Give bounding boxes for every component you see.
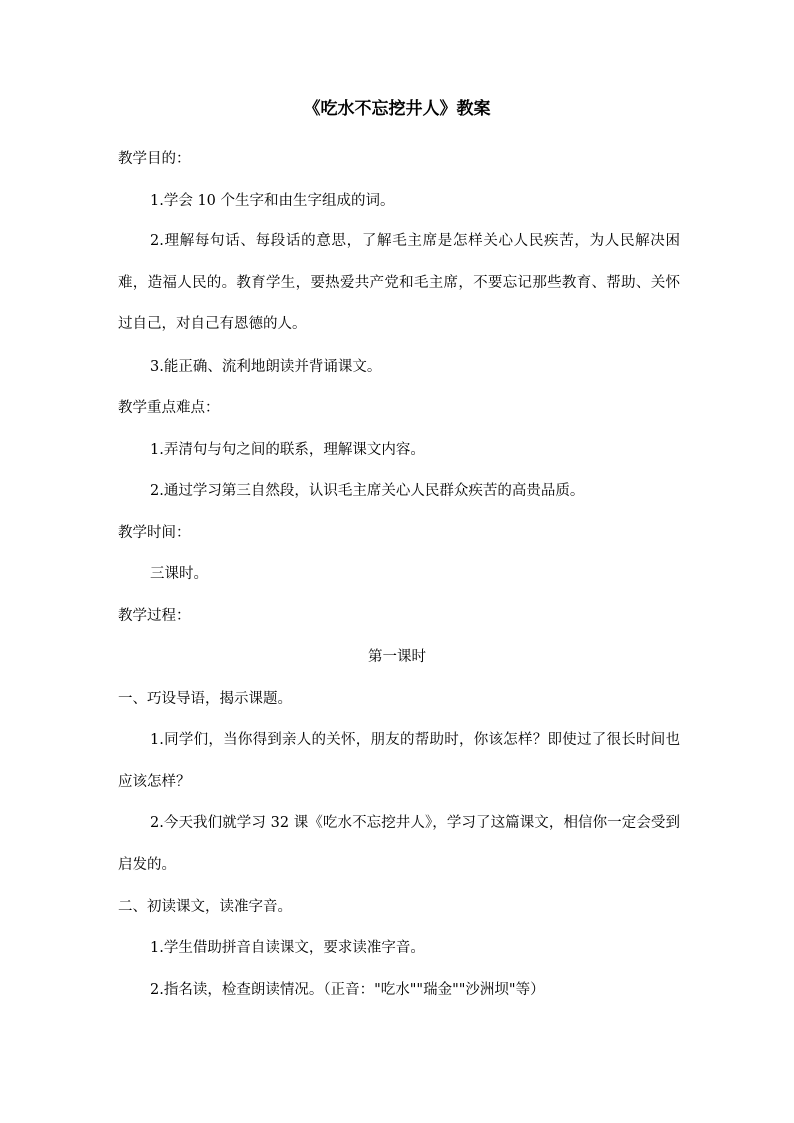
keypoints-heading: 教学重点难点： bbox=[118, 400, 220, 416]
section-2-item-2: 2.指名读，检查朗读情况。（正音："吃水""瑞金""沙洲坝"等） bbox=[150, 982, 545, 998]
time-value: 三课时。 bbox=[150, 566, 208, 582]
goals-heading: 教学目的： bbox=[118, 151, 191, 167]
section-1-item-1: 1.同学们，当你得到亲人的关怀，朋友的帮助时，你该怎样？即使过了很长时间也应该怎样？ bbox=[118, 732, 680, 790]
section-heading-2: 二、初读课文，读准字音。 bbox=[118, 899, 292, 915]
section-1-item-2: 2.今天我们就学习 32 课《吃水不忘挖井人》，学习了这篇课文，相信你一定会受到启发的。 bbox=[118, 815, 680, 873]
goal-item-1: 1.学会 10 个生字和由生字组成的词。 bbox=[150, 193, 395, 209]
goal-item-2: 2.理解每句话、每段话的意思，了解毛主席是怎样关心人民疾苦，为人民解决困难，造福人民的。教育学生，要热爱共产党和毛主席，不要忘记那些教育、帮助、关怀过自己，对自己有恩德的人。 bbox=[118, 233, 680, 332]
document-title: 《吃水不忘挖井人》教案 bbox=[303, 99, 491, 119]
keypoint-item-1: 1.弄清句与句之间的联系，理解课文内容。 bbox=[150, 442, 425, 458]
keypoint-item-2: 2.通过学习第三自然段，认识毛主席关心人民群众疾苦的高贵品质。 bbox=[150, 483, 585, 499]
section-2-item-1: 1.学生借助拼音自读课文，要求读准字音。 bbox=[150, 940, 425, 956]
goal-item-3: 3.能正确、流利地朗读并背诵课文。 bbox=[150, 359, 382, 375]
process-heading: 教学过程： bbox=[118, 608, 191, 624]
lesson-heading: 第一课时 bbox=[368, 649, 426, 665]
time-heading: 教学时间： bbox=[118, 525, 191, 541]
section-heading-1: 一、巧设导语，揭示课题。 bbox=[118, 691, 292, 707]
